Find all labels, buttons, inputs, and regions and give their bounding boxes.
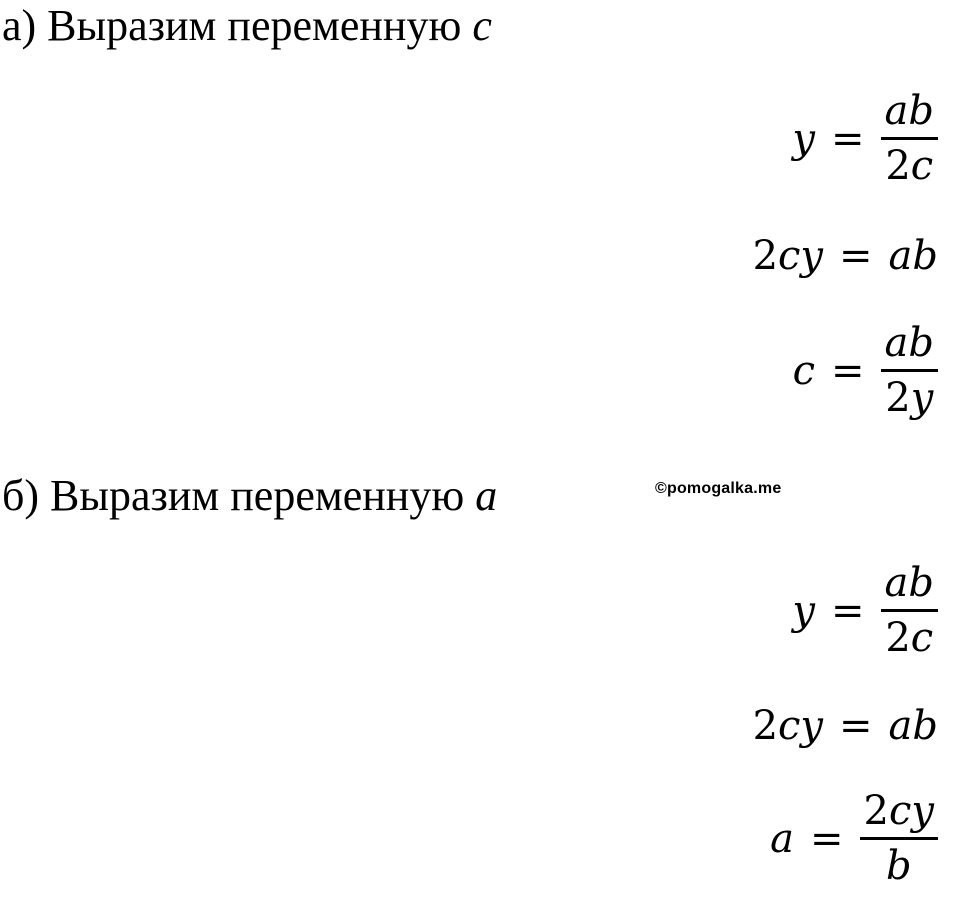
fraction-bar bbox=[860, 837, 938, 840]
fraction-numerator: ab bbox=[884, 560, 934, 606]
equals-sign: = bbox=[839, 233, 873, 279]
equals-sign: = bbox=[810, 815, 844, 862]
fraction bbox=[881, 562, 938, 659]
watermark: ©pomogalka.me bbox=[655, 480, 782, 497]
section-a-label: а) Выразим переменную bbox=[2, 1, 473, 50]
equation-b1 bbox=[792, 562, 938, 659]
equation-a1 bbox=[792, 90, 938, 187]
equation-lhs: 2cy bbox=[752, 233, 824, 279]
section-a-variable: c bbox=[472, 1, 492, 50]
fraction bbox=[860, 790, 938, 887]
equation-lhs: y bbox=[792, 115, 816, 162]
fraction-denominator: 2c bbox=[885, 143, 934, 189]
fraction-numerator: ab bbox=[884, 88, 934, 134]
fraction-bar bbox=[881, 609, 938, 612]
equation-lhs: a bbox=[770, 815, 795, 862]
equation-rhs: ab bbox=[888, 233, 938, 279]
section-b-heading bbox=[2, 471, 498, 520]
equation-lhs: y bbox=[792, 587, 816, 634]
equation-a3 bbox=[793, 322, 938, 419]
fraction bbox=[881, 90, 938, 187]
equals-sign: = bbox=[831, 347, 865, 394]
equation-lhs: 2cy bbox=[752, 703, 824, 749]
fraction-numerator: ab bbox=[884, 320, 934, 366]
equation-a2 bbox=[752, 233, 938, 279]
equals-sign: = bbox=[831, 587, 865, 634]
fraction-bar bbox=[881, 137, 938, 140]
fraction-denominator: 2c bbox=[885, 615, 934, 661]
equals-sign: = bbox=[831, 115, 865, 162]
section-b-variable: a bbox=[475, 471, 498, 520]
fraction bbox=[881, 322, 938, 419]
fraction-numerator: 2cy bbox=[863, 788, 934, 834]
section-b-label: б) Выразим переменную bbox=[2, 471, 476, 520]
section-a-heading bbox=[2, 1, 492, 50]
equation-b2 bbox=[752, 703, 938, 749]
fraction-bar bbox=[881, 369, 938, 372]
equation-lhs: c bbox=[792, 347, 816, 394]
equals-sign: = bbox=[839, 703, 873, 749]
equation-rhs: ab bbox=[888, 703, 938, 749]
fraction-denominator: 2y bbox=[885, 375, 934, 421]
fraction-denominator: b bbox=[885, 843, 912, 889]
equation-b3 bbox=[770, 790, 938, 887]
